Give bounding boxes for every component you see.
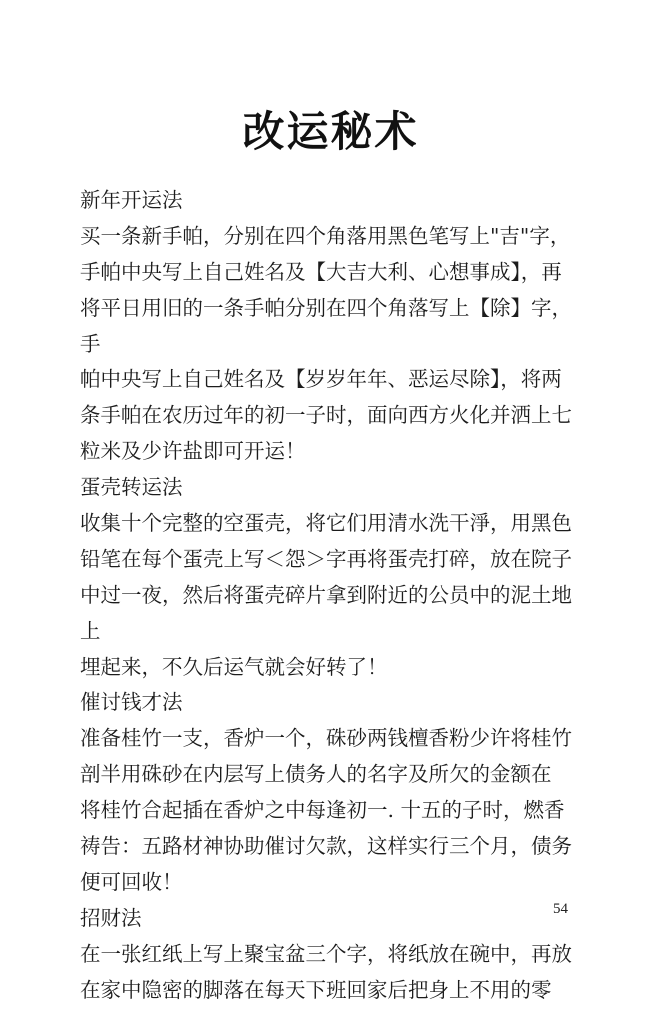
page-title: 改运秘术	[242, 107, 419, 156]
paragraph-line: 中过一夜，然后将蛋壳碎片拿到附近的公员中的泥土地	[80, 582, 572, 607]
paragraph-line: 条手帕在农历过年的初一子时，面向西方火化并洒上七	[80, 403, 572, 428]
paragraph-line: 手	[80, 331, 101, 356]
paragraph-line: 祷告：五路材神协助催讨欠款，这样实行三个月，债务	[80, 834, 572, 859]
section-heading-new-year: 新年开运法	[80, 188, 183, 212]
paragraph-line: 收集十个完整的空蛋壳，将它们用清水洗干淨，用黑色	[80, 511, 572, 536]
paragraph-line: 准备桂竹一支，香炉一个，硃砂两钱檀香粉少许将桂竹	[80, 726, 572, 751]
section-heading-debt: 催讨钱才法	[80, 690, 183, 715]
page-number: 54	[553, 901, 568, 917]
paragraph-line: 埋起来，不久后运气就会好转了！	[80, 654, 388, 679]
paragraph-line: 帕中央写上自己姓名及【岁岁年年、恶运尽除】，将两	[80, 367, 562, 392]
section-heading-eggshell: 蛋壳转运法	[80, 475, 183, 500]
paragraph-line: 买一条新手帕，分别在四个角落用黑色笔写上"吉"字，	[80, 223, 571, 248]
paragraph-line: 剖半用硃砂在内层写上债务人的名字及所欠的金额在	[80, 762, 552, 787]
section-heading-wealth: 招财法	[80, 905, 142, 930]
paragraph-line: 粒米及少许盐即可开运！	[80, 439, 306, 464]
body-text	[80, 183, 585, 1008]
paragraph-line: 便可回收！	[80, 869, 183, 894]
paragraph-line: 上	[80, 618, 101, 643]
paragraph-line: 将平日用旧的一条手帕分别在四个角落写上【除】字，	[80, 295, 572, 320]
paragraph-line: 在一张红纸上写上聚宝盆三个字，将纸放在碗中，再放	[80, 941, 572, 966]
paragraph-line: 将桂竹合起插在香炉之中每逢初一. 十五的子时，燃香	[80, 798, 565, 823]
paragraph-line: 铅笔在每个蛋壳上写＜怨＞字再将蛋壳打碎，放在院子	[80, 546, 572, 571]
paragraph-line: 手帕中央写上自己姓名及【大吉大利、心想事成】，再	[80, 259, 562, 284]
paragraph-line: 在家中隐密的脚落在每天下班回家后把身上不用的零	[80, 977, 552, 1002]
